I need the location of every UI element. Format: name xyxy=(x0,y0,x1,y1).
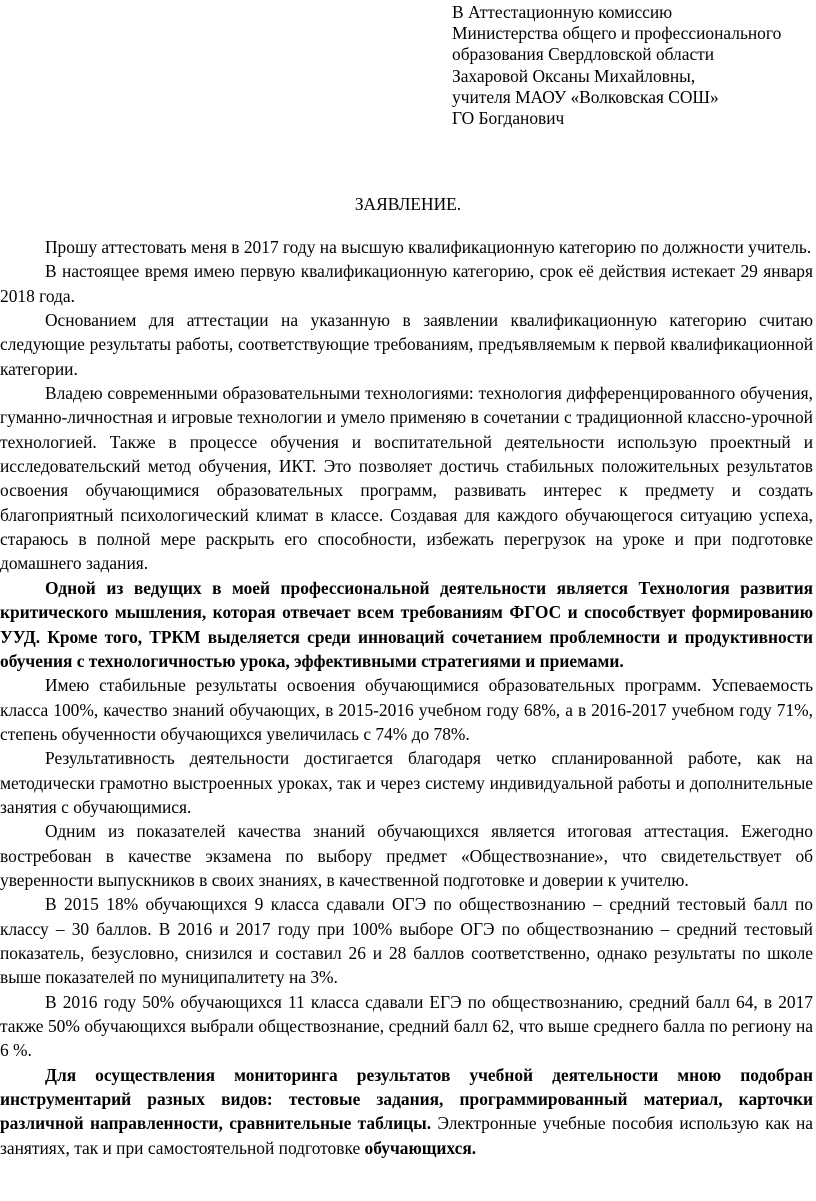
addressee-line: Захаровой Оксаны Михайловны, xyxy=(452,65,696,86)
paragraph-current-category: В настоящее время имею первую квалификационную категорию, срок её действия истекает 29 января 2018 года. xyxy=(0,261,813,306)
document-body xyxy=(0,235,813,1160)
addressee-line: В Аттестационную комиссию xyxy=(452,2,673,22)
paragraph-effectiveness: Результативность деятельности достигается благодаря четко спланированной работе, как на методически грамотно выстроенных уроках, так и через систему индивидуальной работы и дополнительные занятия с обучающимися. xyxy=(0,748,813,817)
monitoring-bold: Для осуществления мониторинга результатов учебной деятельности мною подобран инструментарий разных видов: тестовые задания, программированный материал, карточки различной направленности, сравнительные таблицы. xyxy=(0,1064,813,1134)
paragraph-critical-thinking: Одной из ведущих в моей профессиональной деятельности является Технология развития критического мышления, которая отвечает всем требованиям ФГОС и способствует формированию УУД. Кроме того, ТРКМ выделяется среди инноваций сочетанием проблемности и продуктивности обучения с технологичностью урока, эффективными стратегиями и приемами. xyxy=(0,577,813,671)
addressee-block xyxy=(452,2,812,129)
paragraph-attestation: Одним из показателей качества знаний обучающихся является итоговая аттестация. Ежегодно востребован в качестве экзамена по выбору предмет «Обществознание», что свидетельствует об уверенности выпускников в своих знаниях, в качественной подготовке и доверии к учителю. xyxy=(0,821,813,890)
addressee-line: ГО Богданович xyxy=(452,108,565,129)
paragraph-oge: В 2015 18% обучающихся 9 класса сдавали ОГЭ по обществознанию – средний тестовый балл по классу – 30 баллов. В 2016 и 2017 году при 100% выборе ОГЭ по обществознанию – средний тестовый показатель, безусловно, снизился и составил 26 и 28 баллов соответственно, однако результаты по школе выше показателей по муниципалитету на 3%. xyxy=(0,894,813,988)
paragraph-technologies: Владею современными образовательными технологиями: технология дифференцированного обучения, гуманно-личностная и игровые технологии и умело применяю в сочетании с традиционной классно-урочной технологией. Также в процессе обучения и воспитательной деятельности использую проектный и исследовательский метод обучения, ИКТ. Это позволяет достичь стабильных положительных результатов освоения обучающимися образовательных программ, развивать интерес к предмету и создать благоприятный психологический климат в классе. Создавая для каждого обучающегося ситуацию успеха, стараюсь в полной мере раскрыть его способности, избежать перегрузок на уроке и при подготовке домашнего задания. xyxy=(0,383,813,574)
addressee-line: учителя МАОУ «Волковская СОШ» xyxy=(452,86,719,107)
document-title: ЗАЯВЛЕНИЕ. xyxy=(354,194,462,214)
paragraph-results: Имею стабильные результаты освоения обучающимися образовательных программ. Успеваемость класса 100%, качество знаний обучающих, в 2015-2016 учебном году 68%, а в 2016-2017 учебном году 71%, степень обученности обучающихся увеличилась с 74% до 78%. xyxy=(0,675,813,744)
paragraph-basis: Основанием для аттестации на указанную в заявлении квалификационную категорию считаю следующие результаты работы, соответствующие требованиям, предъявляемым к первой квалификационной категории. xyxy=(0,310,813,379)
addressee-line: образования Свердловской области xyxy=(452,44,715,65)
addressee-line: Министерства общего и профессионального xyxy=(452,23,782,44)
paragraph-request: Прошу аттестовать меня в 2017 году на высшую квалификационную категорию по должности учитель. xyxy=(45,237,812,257)
monitoring-regular: Электронные учебные пособия использую как на занятиях, так и при самостоятельной подготовке xyxy=(0,1113,813,1158)
monitoring-bold-end: обучающихся. xyxy=(364,1137,477,1158)
paragraph-ege: В 2016 году 50% обучающихся 11 класса сдавали ЕГЭ по обществознанию, средний балл 64, в 2017 также 50% обучающихся выбрали обществознание, средний балл 62, что выше среднего балла по региону на 6 %. xyxy=(0,991,813,1061)
paragraph-monitoring xyxy=(0,1063,813,1160)
